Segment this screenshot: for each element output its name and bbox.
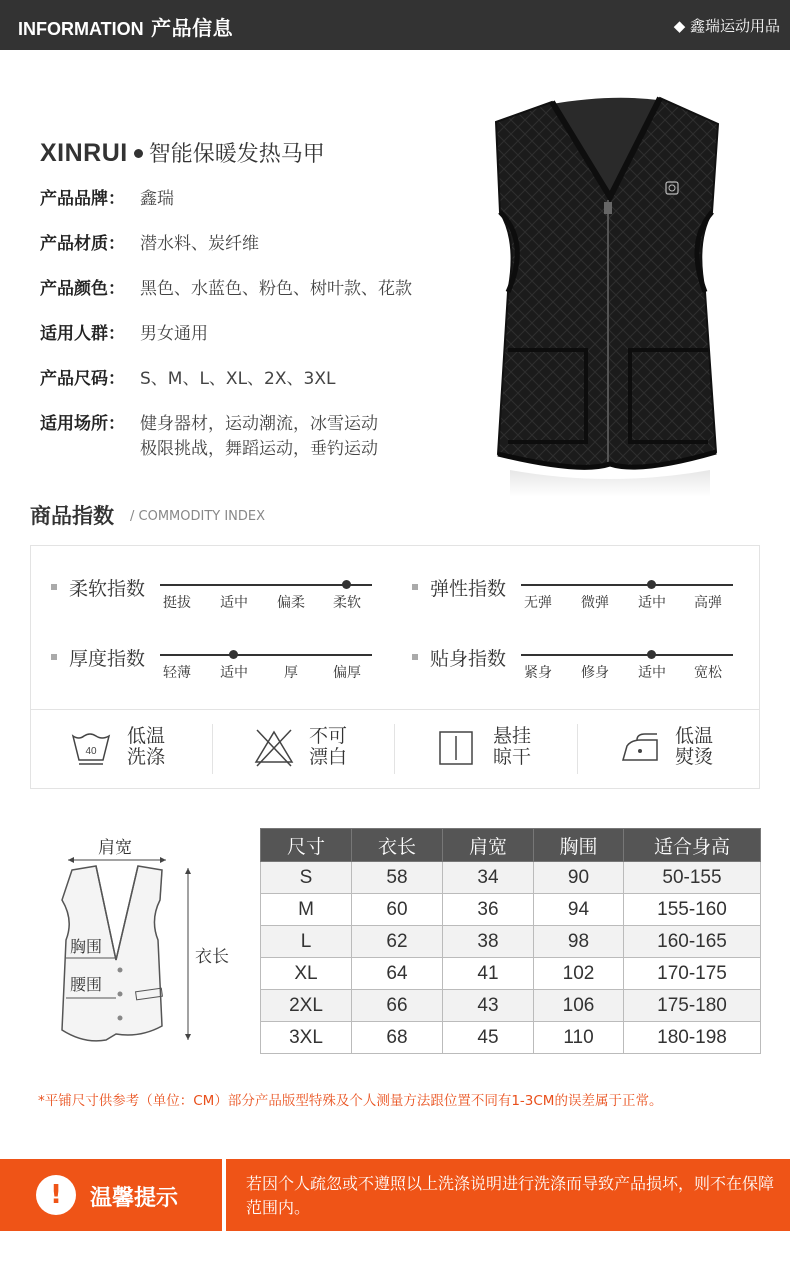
low-iron-icon	[619, 728, 661, 768]
index-label: 适中	[220, 665, 248, 681]
bullet	[412, 584, 418, 590]
chest-label: 胸围	[70, 937, 103, 956]
care-low-temp-wash	[71, 726, 211, 776]
hang-dry-icon	[437, 728, 475, 768]
table-cell: M	[261, 894, 352, 926]
index-label: 宽松	[694, 665, 722, 681]
info-value: S、M、L、XL、2X、3XL	[140, 369, 336, 389]
table-cell: 60	[352, 894, 443, 926]
table-cell: 64	[352, 958, 443, 990]
table-cell: 38	[443, 926, 534, 958]
table-cell: S	[261, 862, 352, 894]
care-label-line2: 漂白	[309, 746, 348, 768]
care-label	[309, 726, 347, 768]
info-key: 适用场所：	[40, 414, 125, 434]
table-header-cell: 肩宽	[443, 829, 534, 862]
size-note: *平铺尺寸供参考（单位：CM）部分产品版型特殊及个人测量方法跟位置不同有1-3CM的误差属于正常。	[38, 1093, 663, 1109]
index-label: 无弹	[524, 595, 552, 611]
care-label-line1: 低温	[127, 725, 166, 747]
index-name: 贴身指数	[430, 648, 507, 670]
waist-label: 腰围	[70, 975, 103, 994]
index-scale	[521, 584, 733, 586]
measurement-diagram	[40, 830, 240, 1050]
table-header-cell: 胸围	[534, 829, 624, 862]
table-cell: 102	[534, 958, 624, 990]
table-cell: 43	[443, 990, 534, 1022]
tip-title: 温馨提示	[90, 1186, 179, 1211]
length-label: 衣长	[195, 947, 229, 967]
table-header-cell: 适合身高	[624, 829, 761, 862]
table-header-cell: 衣长	[352, 829, 443, 862]
table-cell: 68	[352, 1022, 443, 1054]
section-title	[18, 12, 233, 41]
index-label: 紧身	[524, 665, 552, 681]
index-label: 柔软	[333, 595, 361, 611]
shoulder-label: 肩宽	[98, 838, 132, 858]
index-scale	[160, 654, 372, 656]
index-marker	[229, 650, 238, 659]
index-fit	[412, 644, 752, 694]
section-title-en: INFORMATION	[18, 19, 144, 39]
commodity-index-panel	[30, 545, 760, 789]
store-name: ◆ 鑫瑞运动用品	[673, 17, 780, 35]
divider	[31, 709, 759, 710]
index-marker	[342, 580, 351, 589]
table-cell: 110	[534, 1022, 624, 1054]
index-label: 修身	[581, 665, 609, 681]
table-row	[261, 926, 761, 958]
table-row	[261, 894, 761, 926]
index-label: 适中	[220, 595, 248, 611]
index-elasticity	[412, 574, 752, 624]
table-cell: 34	[443, 862, 534, 894]
info-key: 适用人群：	[40, 324, 125, 344]
index-label: 微弹	[581, 595, 609, 611]
care-separator	[577, 724, 578, 774]
info-key: 产品品牌：	[40, 189, 125, 209]
index-label: 偏厚	[333, 665, 361, 681]
no-bleach-icon	[253, 728, 295, 768]
info-key: 产品颜色：	[40, 279, 125, 299]
care-no-bleach	[253, 726, 393, 776]
index-marker	[647, 650, 656, 659]
index-marker	[647, 580, 656, 589]
index-label: 高弹	[694, 595, 722, 611]
header-bar	[0, 0, 790, 50]
table-cell: L	[261, 926, 352, 958]
table-cell: 106	[534, 990, 624, 1022]
index-label: 厚	[284, 665, 298, 681]
index-name: 厚度指数	[69, 648, 146, 670]
index-label: 挺拔	[163, 595, 191, 611]
care-label	[127, 726, 165, 768]
care-hang-dry	[437, 726, 577, 776]
table-cell: 45	[443, 1022, 534, 1054]
info-value: 黑色、水蓝色、粉色、树叶款、花款	[140, 279, 412, 299]
bullet	[412, 654, 418, 660]
info-value: 潜水料、炭纤维	[140, 234, 259, 254]
table-cell: 155-160	[624, 894, 761, 926]
bullet	[51, 584, 57, 590]
wash-40-icon	[71, 728, 111, 768]
care-separator	[394, 724, 395, 774]
tip-text: 若因个人疏忽或不遵照以上洗涤说明进行洗涤而导致产品损坏，则不在保障范围内。	[246, 1174, 775, 1217]
table-cell: 58	[352, 862, 443, 894]
table-cell: 36	[443, 894, 534, 926]
index-label: 适中	[638, 595, 666, 611]
dot-separator	[134, 149, 143, 158]
care-label-line1: 不可	[309, 725, 348, 747]
care-label-line2: 洗涤	[127, 746, 166, 768]
care-low-iron	[619, 726, 759, 776]
care-label-line2: 晾干	[493, 746, 532, 768]
table-cell: 94	[534, 894, 624, 926]
product-title	[40, 137, 325, 168]
table-cell: 175-180	[624, 990, 761, 1022]
table-row	[261, 862, 761, 894]
info-value: 男女通用	[140, 324, 208, 344]
table-cell: 3XL	[261, 1022, 352, 1054]
vest-product-image	[490, 92, 730, 502]
table-cell: XL	[261, 958, 352, 990]
table-cell: 170-175	[624, 958, 761, 990]
info-value: 鑫瑞	[140, 189, 174, 209]
product-name: 智能保暖发热马甲	[148, 142, 325, 167]
care-label-line1: 悬挂	[493, 725, 532, 747]
section-title-cn: 产品信息	[151, 16, 234, 40]
table-row	[261, 1022, 761, 1054]
table-row	[261, 990, 761, 1022]
table-cell: 66	[352, 990, 443, 1022]
bullet	[51, 654, 57, 660]
index-label: 轻薄	[163, 665, 191, 681]
info-key: 产品材质：	[40, 234, 125, 254]
info-value: 健身器材，运动潮流，冰雪运动	[140, 414, 378, 434]
info-value-2: 极限挑战，舞蹈运动，垂钓运动	[140, 439, 378, 459]
care-label-line2: 熨烫	[675, 746, 714, 768]
table-cell: 2XL	[261, 990, 352, 1022]
info-key: 产品尺码：	[40, 369, 125, 389]
tip-body	[226, 1159, 790, 1231]
care-separator	[212, 724, 213, 774]
table-header-cell: 尺寸	[261, 829, 352, 862]
index-name: 柔软指数	[69, 578, 146, 600]
table-cell: 160-165	[624, 926, 761, 958]
exclamation-icon: !	[36, 1175, 76, 1215]
index-softness	[51, 574, 391, 624]
index-thickness	[51, 644, 391, 694]
wash-temp-label: 40	[85, 746, 97, 757]
commodity-subtitle: / COMMODITY INDEX	[130, 509, 266, 524]
care-label-line1: 低温	[675, 725, 714, 747]
size-table	[260, 828, 761, 1054]
care-label	[493, 726, 531, 768]
index-scale	[521, 654, 733, 656]
index-name: 弹性指数	[430, 578, 507, 600]
index-scale	[160, 584, 372, 586]
table-cell: 50-155	[624, 862, 761, 894]
commodity-title: 商品指数	[30, 504, 114, 528]
care-label	[675, 726, 713, 768]
table-cell: 180-198	[624, 1022, 761, 1054]
table-cell: 90	[534, 862, 624, 894]
table-row	[261, 958, 761, 990]
table-header-row	[261, 829, 761, 862]
brand-en: XINRUI	[40, 139, 128, 167]
table-cell: 62	[352, 926, 443, 958]
tip-badge	[0, 1159, 222, 1231]
index-label: 适中	[638, 665, 666, 681]
table-cell: 98	[534, 926, 624, 958]
table-cell: 41	[443, 958, 534, 990]
index-label: 偏柔	[277, 595, 305, 611]
